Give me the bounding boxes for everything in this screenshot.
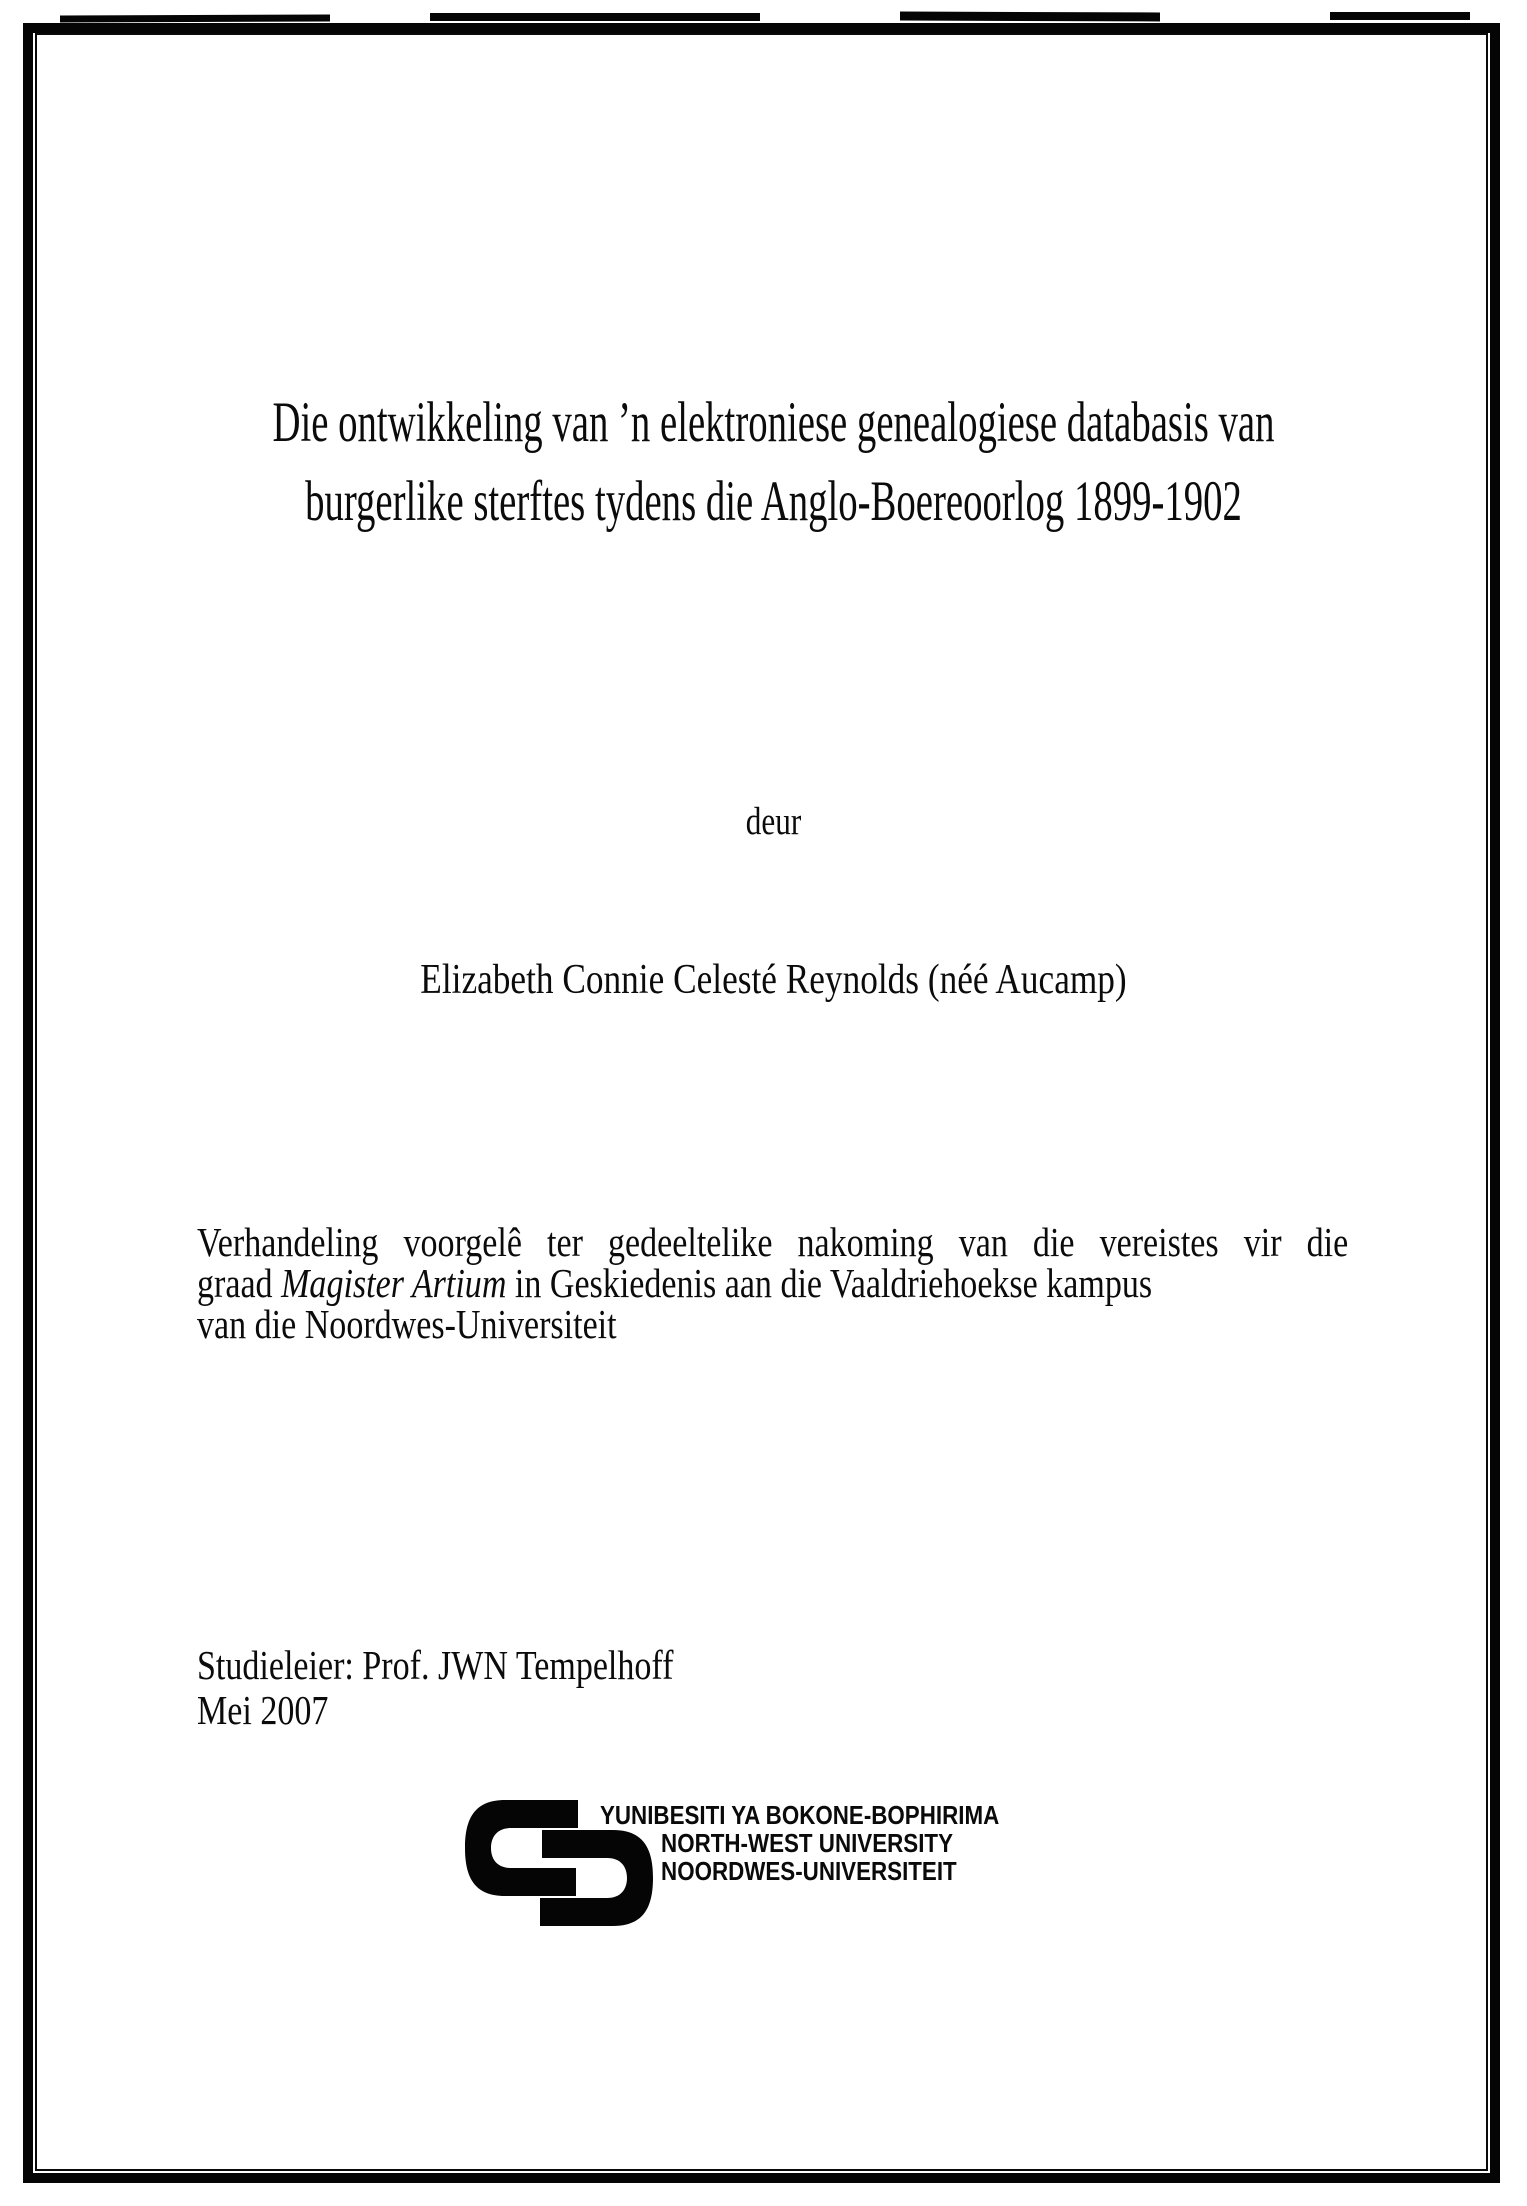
supervisor-line: Studieleier: Prof. JWN Tempelhoff xyxy=(197,1642,674,1688)
degree-name: Magister Artium xyxy=(281,1260,507,1306)
statement-line-3: van die Noordwes-Universiteit xyxy=(197,1301,617,1347)
logo-text-english: NORTH-WEST UNIVERSITY xyxy=(661,1828,953,1858)
logo-text-afrikaans: NOORDWES-UNIVERSITEIT xyxy=(661,1856,957,1886)
statement-line-2-post: in Geskiedenis aan die Vaaldriehoekse kampus xyxy=(506,1260,1153,1306)
university-logo-text xyxy=(600,1801,999,1885)
logo-text-setswana: YUNIBESITI YA BOKONE-BOPHIRIMA xyxy=(600,1800,1000,1830)
scan-artifact xyxy=(1330,12,1470,20)
author-name: Elizabeth Connie Celesté Reynolds (néé Aucamp) xyxy=(420,957,1127,1003)
statement-line-2 xyxy=(197,1260,1348,1306)
byline: deur xyxy=(745,800,802,843)
statement-line-1: Verhandeling voorgelê ter gedeeltelike nakoming van die vereistes vir die xyxy=(197,1219,1349,1265)
scan-artifact xyxy=(60,15,330,23)
title-line-2: burgerlike sterftes tydens die Anglo-Boereoorlog 1899-1902 xyxy=(305,470,1242,533)
submission-statement xyxy=(197,1219,1349,1347)
statement-line-2-pre: graad xyxy=(197,1260,282,1306)
scan-artifact xyxy=(900,12,1160,22)
thesis-title xyxy=(261,383,1286,541)
scan-artifact xyxy=(430,13,760,21)
supervisor-block xyxy=(197,1643,673,1733)
date-line: Mei 2007 xyxy=(197,1687,329,1733)
title-line-1: Die ontwikkeling van ’n elektroniese genealogiese databasis van xyxy=(272,391,1275,454)
